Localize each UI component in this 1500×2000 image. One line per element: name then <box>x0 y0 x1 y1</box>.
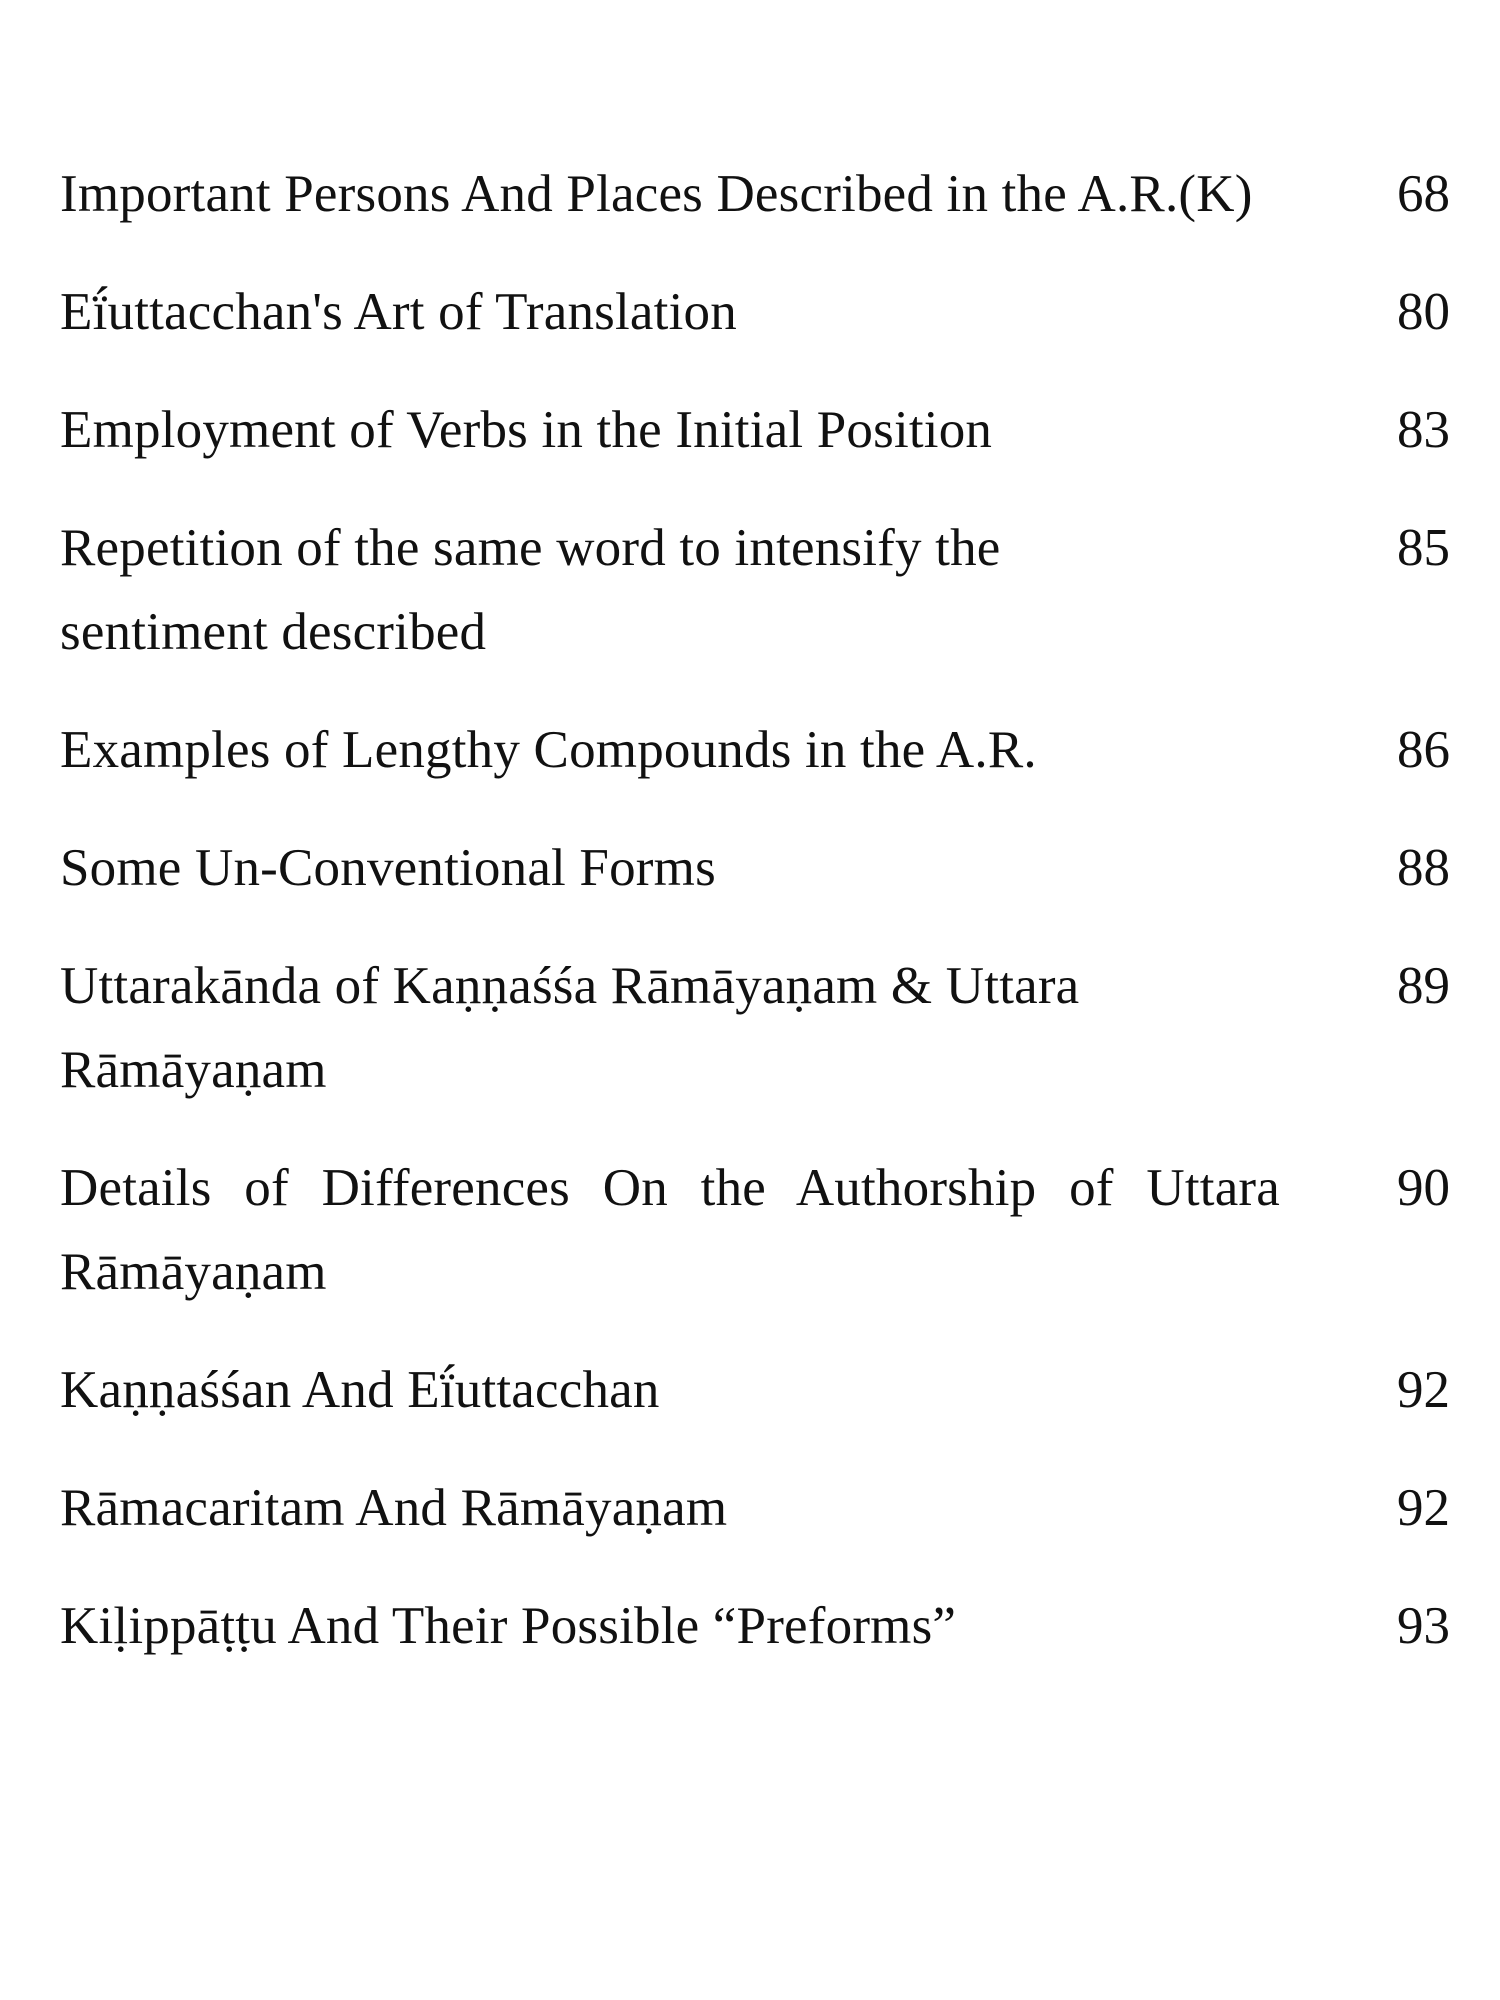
toc-entry <box>60 1466 1450 1550</box>
toc-entry-page: 92 <box>1397 1479 1450 1537</box>
toc-entry <box>60 152 1450 236</box>
toc-entry-title: Details of Differences On the Authorship of Uttara Rāmāyaṇam <box>60 1159 1280 1301</box>
toc-entry-title: Repetition of the same word to intensify the sentiment described <box>60 519 1001 661</box>
toc-entry <box>60 944 1450 1112</box>
toc-entry <box>60 708 1450 792</box>
toc-entry-title: Uttarakānda of Kaṇṇaśśa Rāmāyaṇam & Uttara Rāmāyaṇam <box>60 957 1080 1099</box>
toc-entry-title: Rāmacaritam And Rāmāyaṇam <box>60 1479 728 1537</box>
toc-entry-title: Kaṇṇaśśan And Eḯuttacchan <box>60 1361 660 1419</box>
toc-entry-page: 88 <box>1397 839 1450 897</box>
toc-entry-page: 85 <box>1397 519 1450 577</box>
toc-entry-title: Important Persons And Places Described in the A.R.(K) <box>60 165 1253 223</box>
toc-entry <box>60 270 1450 354</box>
toc-entry-page: 68 <box>1397 165 1450 223</box>
toc-entry-page: 80 <box>1397 283 1450 341</box>
toc-entry-page: 92 <box>1397 1361 1450 1419</box>
toc-entry <box>60 1146 1450 1314</box>
toc-entry <box>60 388 1450 472</box>
toc-entry <box>60 1584 1450 1668</box>
toc-entry-title: Employment of Verbs in the Initial Position <box>60 401 993 459</box>
toc-entry-page: 89 <box>1397 957 1450 1015</box>
toc-entry-title: Examples of Lengthy Compounds in the A.R. <box>60 721 1037 779</box>
toc-entry-title: Kiḷippāṭṭu And Their Possible “Preforms” <box>60 1597 957 1655</box>
toc-entry-page: 86 <box>1397 721 1450 779</box>
toc-entry <box>60 506 1450 674</box>
toc-entry-title: Some Un-Conventional Forms <box>60 839 716 897</box>
toc-entry <box>60 826 1450 910</box>
toc-entry-title: Eḯuttacchan's Art of Translation <box>60 283 737 341</box>
toc-entry-page: 90 <box>1397 1159 1450 1217</box>
toc-entry-page: 93 <box>1397 1597 1450 1655</box>
table-of-contents <box>60 152 1450 1668</box>
toc-entry <box>60 1348 1450 1432</box>
toc-entry-page: 83 <box>1397 401 1450 459</box>
